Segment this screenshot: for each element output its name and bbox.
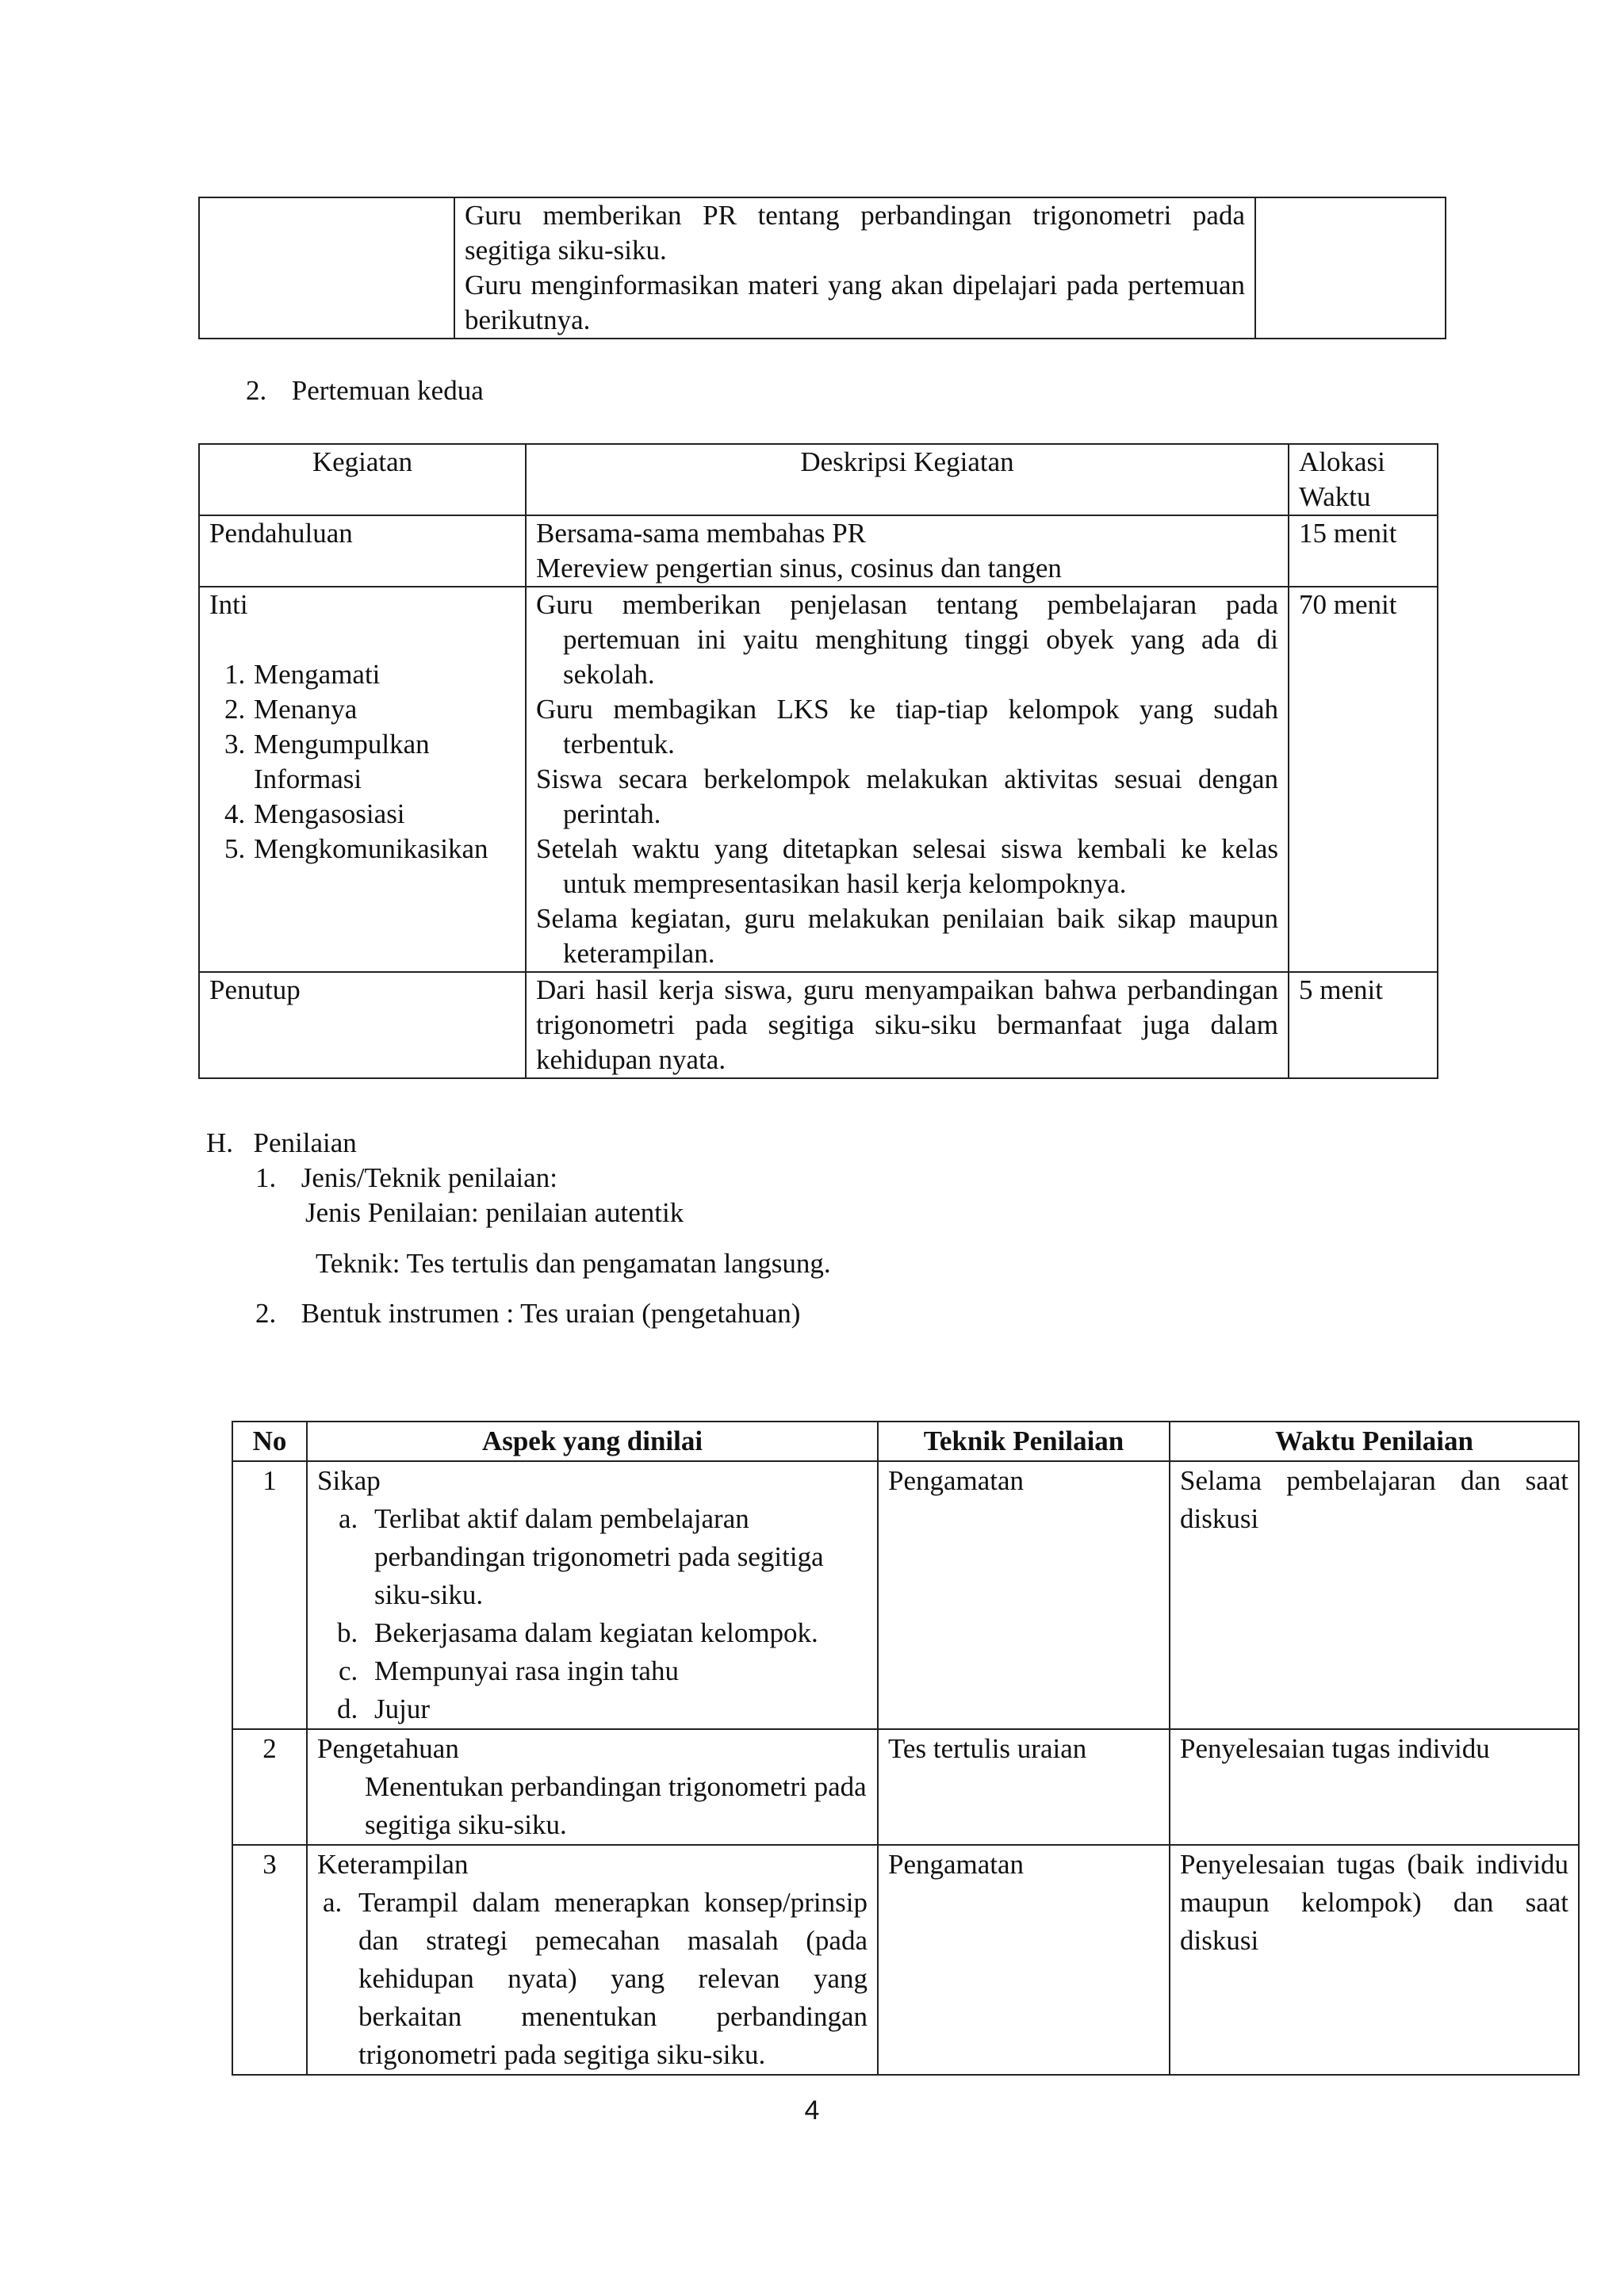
alokasi-cell: 5 menit — [1289, 972, 1438, 1078]
kegiatan-label: Inti — [209, 589, 248, 620]
alokasi-cell: 15 menit — [1289, 515, 1438, 587]
header-alokasi: Alokasi Waktu — [1289, 444, 1438, 515]
meeting-title: Pertemuan kedua — [291, 375, 484, 406]
table-row — [232, 1729, 1579, 1845]
table-row — [199, 515, 1438, 587]
continuation-table — [198, 197, 1446, 339]
alokasi-cell — [1255, 197, 1446, 339]
meeting-table — [198, 443, 1438, 1079]
aspek-cell — [307, 1461, 878, 1729]
teknik-cell: Tes tertulis uraian — [878, 1729, 1170, 1845]
teknik-cell: Pengamatan — [878, 1461, 1170, 1729]
list-item: d. Jujur — [365, 1690, 868, 1728]
list-item: 2. Menanya — [252, 692, 515, 727]
header-teknik: Teknik Penilaian — [878, 1422, 1170, 1461]
list-item: b. Bekerjasama dalam kegiatan kelompok. — [365, 1614, 868, 1652]
kegiatan-cell: Penutup — [199, 972, 526, 1078]
aspek-detail: Menentukan perbandingan trigonometri pada segitiga siku-siku. — [365, 1771, 867, 1840]
aspek-list — [317, 1884, 868, 2074]
header-no: No — [232, 1422, 307, 1461]
penilaian-item-1 — [255, 1161, 557, 1196]
teknik-cell: Pengamatan — [878, 1845, 1170, 2075]
section-letter: H. — [206, 1127, 234, 1158]
no-cell: 2 — [232, 1729, 307, 1845]
deskripsi-cell — [526, 972, 1289, 1078]
meeting-number: 2. — [246, 375, 267, 406]
section-heading — [206, 1126, 357, 1161]
waktu-cell: Penyelesaian tugas (baik individu maupun kelompok) dan saat diskusi — [1170, 1845, 1579, 2075]
item-number: 2. — [255, 1298, 277, 1329]
jenis-penilaian: Jenis Penilaian: penilaian autentik — [305, 1197, 684, 1228]
waktu-cell: Selama pembelajaran dan saat diskusi — [1170, 1461, 1579, 1729]
list-item: a. Terampil dalam menerapkan konsep/prinsip dan strategi pemecahan masalah (pada kehidupan nyata) yang relevan yang berkaitan menentukan perbandingan trigonometri pada segitiga siku-siku. — [349, 1884, 868, 2074]
deskripsi-line: Setelah waktu yang ditetapkan selesai siswa kembali ke kelas untuk mempresentasikan hasil kerja kelompoknya. — [536, 833, 1278, 899]
deskripsi-line: Guru membagikan LKS ke tiap-tiap kelompok yang sudah terbentuk. — [536, 694, 1278, 760]
header-aspek: Aspek yang dinilai — [307, 1422, 878, 1461]
table-row — [199, 197, 1446, 339]
item-number: 1. — [255, 1162, 277, 1193]
aspek-label: Sikap — [317, 1465, 381, 1496]
list-item: 4. Mengasosiasi — [252, 797, 515, 832]
item-title: Jenis/Teknik penilaian: — [301, 1162, 557, 1193]
deskripsi-line: Selama kegiatan, guru melakukan penilaian baik sikap maupun keterampilan. — [536, 903, 1278, 969]
deskripsi-cell — [526, 515, 1289, 587]
kegiatan-cell — [199, 587, 526, 972]
deskripsi-line: Guru memberikan penjelasan tentang pembelajaran pada pertemuan ini yaitu menghitung tinggi obyek yang ada di sekolah. — [536, 589, 1278, 690]
table-header-row — [232, 1422, 1579, 1461]
meeting-heading — [246, 373, 484, 408]
teknik-penilaian: Teknik: Tes tertulis dan pengamatan langsung. — [316, 1248, 831, 1279]
table-row — [199, 972, 1438, 1078]
list-item: 5. Mengkomunikasikan — [252, 832, 515, 867]
deskripsi-cell — [526, 587, 1289, 972]
section-title: Penilaian — [253, 1127, 357, 1158]
deskripsi-line: Guru memberikan PR tentang perbandingan trigonometri pada segitiga siku-siku. — [465, 200, 1245, 266]
deskripsi-line: Bersama-sama membahas PR — [536, 518, 867, 549]
kegiatan-cell — [199, 197, 454, 339]
page-number: 4 — [804, 2095, 820, 2126]
kegiatan-cell: Pendahuluan — [199, 515, 526, 587]
deskripsi-line: Guru menginformasikan materi yang akan dipelajari pada pertemuan berikutnya. — [465, 270, 1245, 335]
waktu-cell: Penyelesaian tugas individu — [1170, 1729, 1579, 1845]
steps-list — [209, 657, 515, 867]
list-item: 1. Mengamati — [252, 657, 515, 692]
deskripsi-line: Siswa secara berkelompok melakukan aktivitas sesuai dengan perintah. — [536, 763, 1278, 829]
assessment-table — [232, 1421, 1580, 2076]
aspek-cell — [307, 1729, 878, 1845]
no-cell: 3 — [232, 1845, 307, 2075]
header-kegiatan: Kegiatan — [199, 444, 526, 515]
header-waktu: Waktu Penilaian — [1170, 1422, 1579, 1461]
aspek-list — [317, 1500, 868, 1728]
list-item: c. Mempunyai rasa ingin tahu — [365, 1652, 868, 1690]
aspek-cell — [307, 1845, 878, 2075]
deskripsi-cell — [454, 197, 1255, 339]
aspek-label: Keterampilan — [317, 1849, 469, 1880]
list-item: a. Terlibat aktif dalam pembelajaran perbandingan trigonometri pada segitiga siku-siku. — [365, 1500, 868, 1614]
no-cell: 1 — [232, 1461, 307, 1729]
alokasi-cell: 70 menit — [1289, 587, 1438, 972]
table-row — [199, 587, 1438, 972]
table-row — [232, 1845, 1579, 2075]
header-deskripsi: Deskripsi Kegiatan — [526, 444, 1289, 515]
table-header-row — [199, 444, 1438, 515]
aspek-label: Pengetahuan — [317, 1733, 459, 1764]
deskripsi-line: Mereview pengertian sinus, cosinus dan tangen — [536, 553, 1062, 584]
penilaian-item-2 — [255, 1296, 800, 1331]
list-item: 3. Mengumpulkan Informasi — [252, 727, 515, 797]
item-title: Bentuk instrumen : Tes uraian (pengetahuan) — [301, 1298, 801, 1329]
table-row — [232, 1461, 1579, 1729]
deskripsi-line: Dari hasil kerja siswa, guru menyampaikan bahwa perbandingan trigonometri pada segitiga siku-siku bermanfaat juga dalam kehidupan nyata. — [536, 974, 1278, 1075]
